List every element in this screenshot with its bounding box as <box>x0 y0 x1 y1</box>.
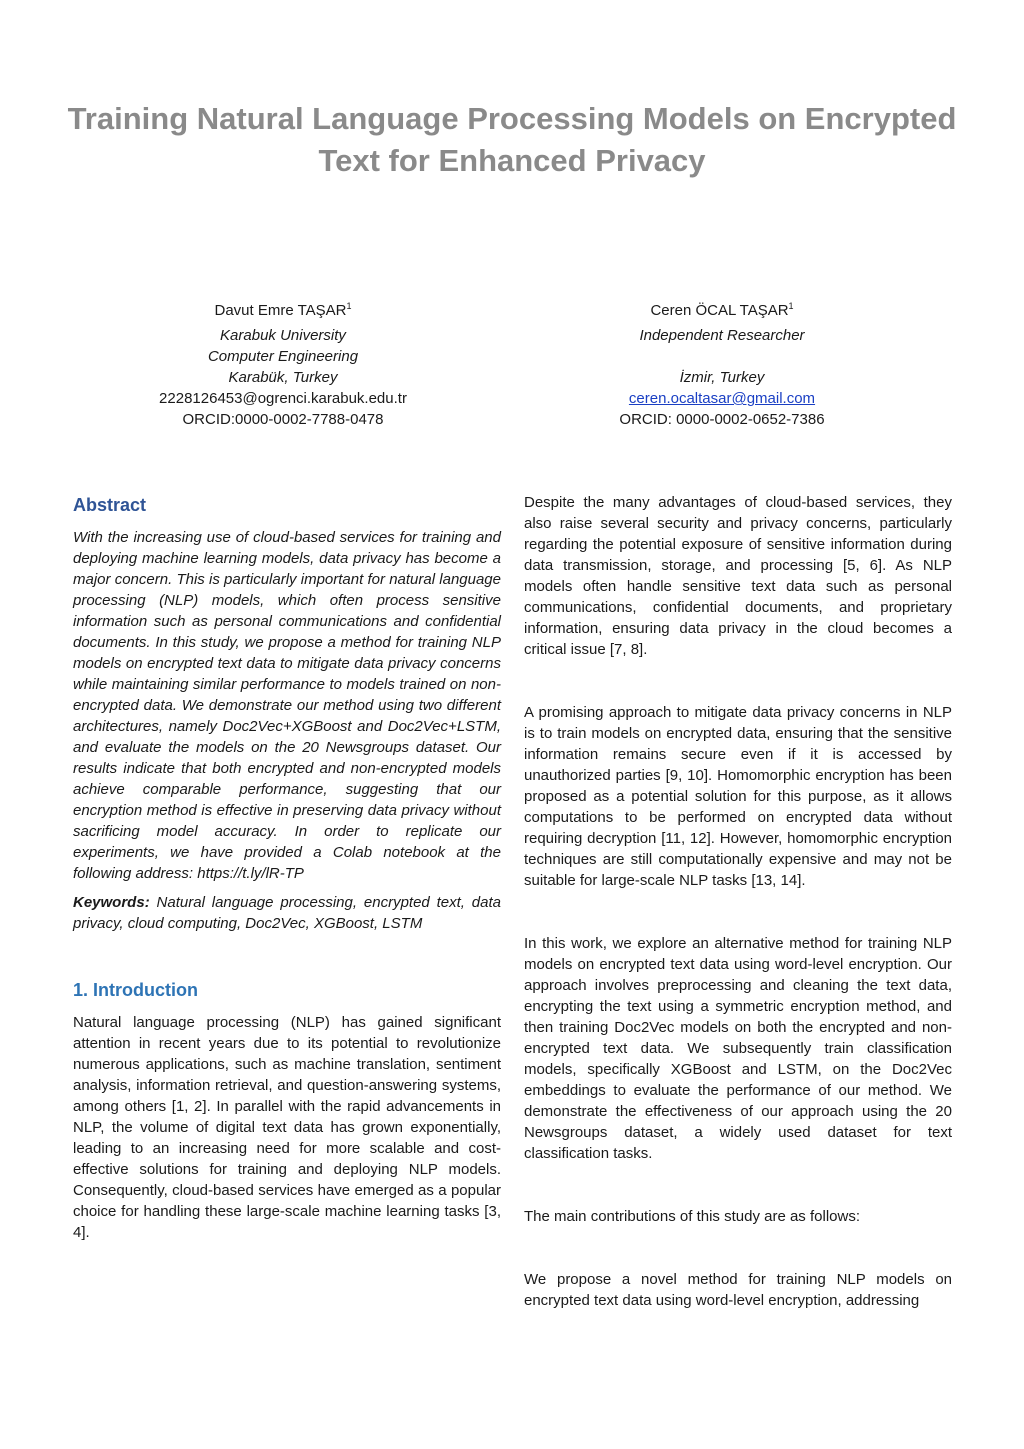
author-email: 2228126453@ogrenci.karabuk.edu.tr <box>159 390 407 407</box>
author-orcid: ORCID: 0000-0002-0652-7386 <box>619 411 825 428</box>
author-name: Davut Emre TAŞAR$^1$ <box>214 301 352 319</box>
keywords-label: Keywords: <box>73 894 150 911</box>
author-location: İzmir, Turkey <box>679 369 765 386</box>
keywords-list: Natural language processing, encrypted text, data privacy, cloud computing, Doc2Vec, XGBoost, LSTM <box>73 894 501 932</box>
author-department: Computer Engineering <box>207 348 359 365</box>
left-column <box>73 490 501 1243</box>
intro-paragraph: We propose a novel method for training NLP models on encrypted text data using word-level encryption, addressing <box>524 1271 952 1309</box>
right-column <box>524 490 952 1311</box>
author-spacer <box>552 346 892 367</box>
intro-paragraph: Despite the many advantages of cloud-based services, they also raise several security and privacy concerns, particularly regarding the potential exposure of sensitive information during data transmission, storage, and processing [5, 6]. As NLP models often handle sensitive text data such as personal communications, confidential documents, and proprietary information, ensuring data privacy in the cloud becomes a critical issue [7, 8]. <box>524 494 952 658</box>
author-affiliation: Karabuk University <box>220 327 346 344</box>
abstract-text: With the increasing use of cloud-based services for training and deploying machine learning models, data privacy has become a major concern. This is particularly important for natural language processing (NLP) models, which often process sensitive information such as personal communications and confidential documents. In this study, we propose a method for training NLP models on encrypted text data to mitigate data privacy concerns while maintaining similar performance to models trained on non-encrypted data. We demonstrate our method using two different architectures, namely Doc2Vec+XGBoost and Doc2Vec+LSTM, and evaluate the models on the 20 Newsgroups dataset. Our results indicate that both encrypted and non-encrypted models achieve comparable performance, suggesting that our encryption method is effective in preserving data privacy without sacrificing model accuracy. In order to replicate our experiments, we have provided a Colab notebook at the following address: https://t.ly/lR-TP <box>73 529 501 882</box>
author-affiliation: Independent Researcher <box>639 327 805 344</box>
intro-paragraph: A promising approach to mitigate data privacy concerns in NLP is to train models on encrypted data, ensuring that the sensitive information remains secure even if it is accessed by unauthorized parties [9, 10]. Homomorphic encryption has been proposed as a potential solution for this purpose, as it allows computations to be performed on encrypted data without requiring decryption [11, 12]. However, homomorphic encryption techniques are still computationally expensive and may not be suitable for large-scale NLP tasks [13, 14]. <box>524 704 952 889</box>
author-location: Karabük, Turkey <box>228 369 338 386</box>
author-block-2 <box>552 300 892 430</box>
author-email-link[interactable]: ceren.ocaltasar@gmail.com <box>628 390 816 407</box>
intro-paragraph: In this work, we explore an alternative method for training NLP models on encrypted text data using word-level encryption. Our approach involves preprocessing and cleaning the text data, encrypting the text using a symmetric encryption method, and then training Doc2Vec models on both the encrypted and non-encrypted text data. We subsequently train classification models, specifically XGBoost and LSTM, on the Doc2Vec embeddings to evaluate the performance of our method. We demonstrate the effectiveness of our approach using the 20 Newsgroups dataset, a widely used dataset for text classification tasks. <box>524 935 952 1162</box>
abstract-heading: Abstract <box>73 495 147 515</box>
introduction-heading: 1. Introduction <box>73 980 198 1000</box>
author-orcid: ORCID:0000-0002-7788-0478 <box>182 411 384 428</box>
author-block-1 <box>113 300 453 430</box>
author-superscript: 1 <box>346 301 352 311</box>
author-superscript: 1 <box>788 301 794 311</box>
keywords <box>73 892 501 934</box>
intro-paragraph: Natural language processing (NLP) has gained significant attention in recent years due to its potential to revolutionize numerous applications, such as machine translation, sentiment analysis, information retrieval, and question-answering systems, among others [1, 2]. In parallel with the rapid advancements in NLP, the volume of digital text data has grown exponentially, leading to an increasing need for more scalable and cost-effective solutions for training and deploying NLP models. Consequently, cloud-based services have emerged as a popular choice for handling these large-scale machine learning tasks [3, 4]. <box>73 1014 501 1241</box>
intro-paragraph: The main contributions of this study are as follows: <box>524 1208 860 1225</box>
author-name: Ceren ÖCAL TAŞAR$^1$ <box>650 301 794 319</box>
paper-title: Training Natural Language Processing Models on Encrypted Text for Enhanced Privacy <box>67 101 957 178</box>
